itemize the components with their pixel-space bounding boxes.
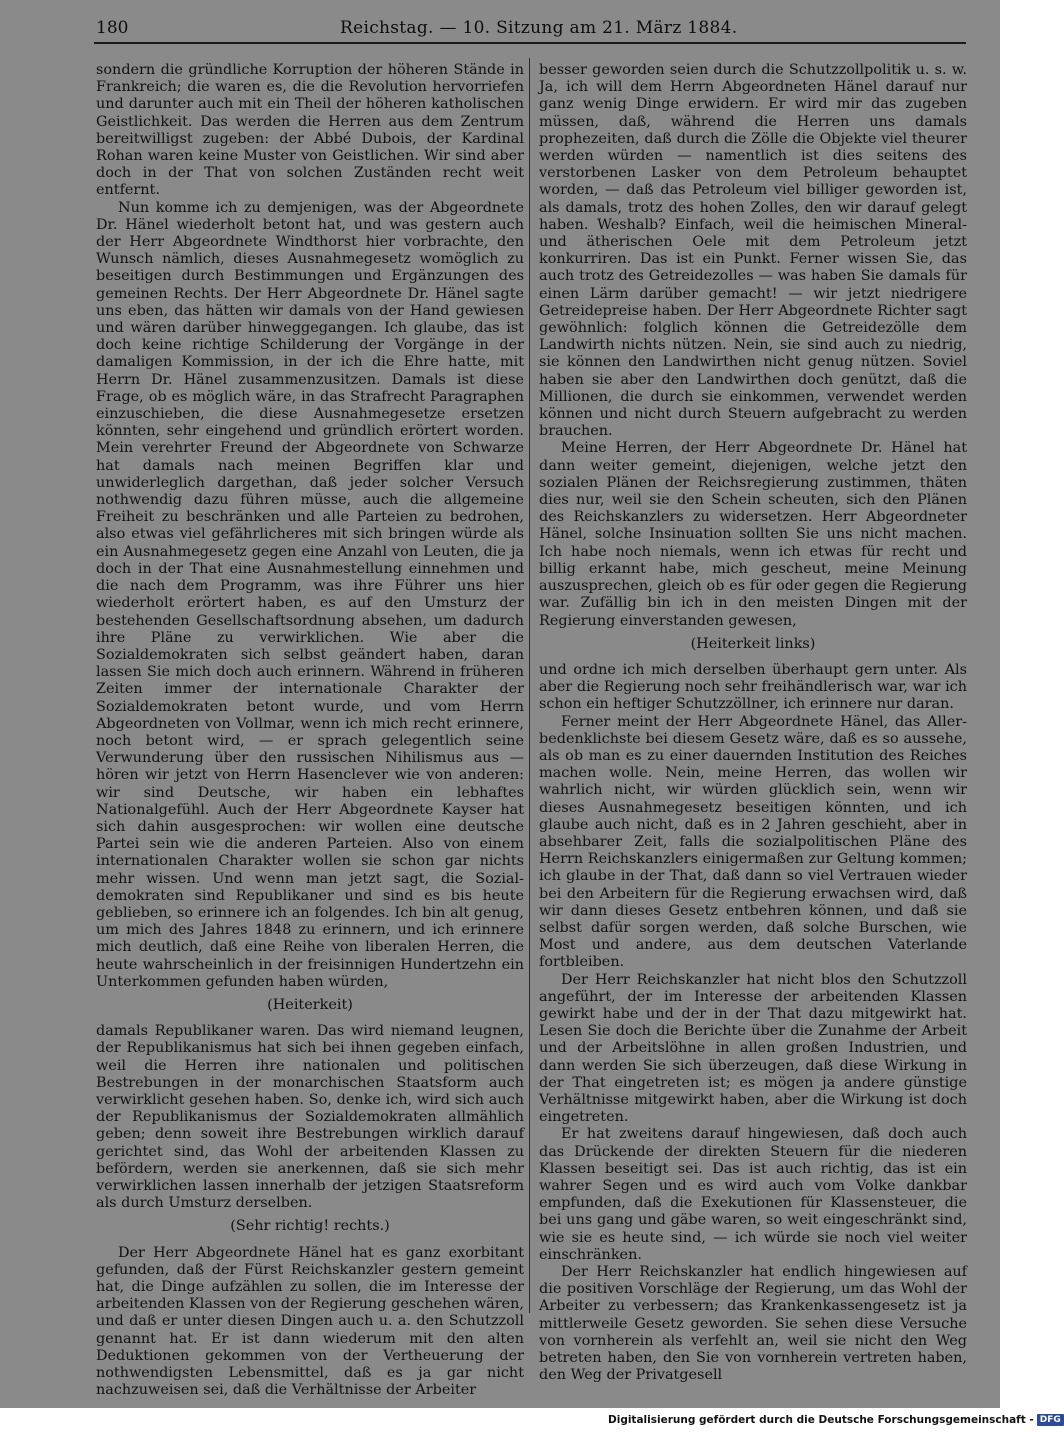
page-number: 180: [96, 18, 129, 38]
left-column: [96, 62, 524, 1399]
footer-credit-text: Digitalisierung gefördert durch die Deutsche Forschungsgemeinschaft -: [608, 1414, 1034, 1426]
dfg-logo: DFG: [1037, 1414, 1064, 1426]
running-title: Reichstag. — 10. Sitzung am 21. März 1884.: [340, 18, 738, 38]
footer-credit: [608, 1414, 1061, 1430]
paragraph: damals Republikaner waren. Das wird niemand leugnen, der Republikanismus hat sich bei ihnen gegeben einfach, weil die Herren ihre nationalen und politischen Bestrebungen in der monarchischen Staatsform auch verwirklicht gesehen haben. So, denke ich, wird sich auch der Republikanismus der Sozialdemokraten allmählich geben; denn soweit ihre Bestrebungen wirklich darauf gerichtet sind, das Wohl der arbeitenden Klassen zu befördern, werden sie anerkennen, daß sie sich mehr verwirklichen lassen innerhalb der jetzigen Staatsreform als durch Umsturz derselben.: [96, 1023, 524, 1212]
column-divider: [529, 58, 530, 1313]
paragraph: Nun komme ich zu demjenigen, was der Abgeordnete Dr. Hänel wiederholt betont hat, und was gestern auch der Herr Abgeordnete Windthorst hier vorbrachte, den Wunsch nämlich, dieses Ausnahmegesetz womöglich zu beseitigen durch Bestimmungen und Ergänzungen des gemeinen Rechts. Der Herr Abgeordnete Dr. Hänel sagte uns eben, das hätten wir damals von der Hand gewiesen und wären darüber hinweggegangen. Ich glaube, das ist doch keine richtige Schilderung der Vorgänge in der damaligen Kommission, in der ich die Ehre hatte, mit Herrn Dr. Hänel zusammenzusitzen. Damals ist diese Frage, ob es möglich wäre, in das Strafrecht Paragraphen einzuschieben, die diese Ausnahmegesetze ersetzen könnten, sehr eingehend und gründlich erörtert worden. Mein verehrter Freund der Abgeordnete von Schwarze hat damals nach meinen Begriffen klar und unwiderleglich dargethan, daß jeder solcher Versuch nothwendig dazu führen müsse, auch die allgemeine Freiheit zu beschränken und alle Parteien zu bedrohen, also etwas viel gefährlicheres mit sich bringen würde als ein Ausnahmegesetz gegen eine Anzahl von Leuten, die ja doch in der That eine Ausnahmestellung einnehmen und die nach dem Programm, was ihre Führer uns hier wiederholt erörtert haben, es auf den Umsturz der bestehenden Gesellschaftsordnung absehen, um dadurch ihre Pläne zu verwirklichen. Wie aber die Sozialdemokraten sich selbst geändert haben, daran lassen Sie mich doch auch erinnern. Während in früheren Zeiten immer der internationale Charakter der Sozialdemokraten betont wurde, und vom Herrn Abgeordneten von Vollmar, wenn ich mich recht erinnere, noch betont wird, — er sprach gelegentlich seine Verwunderung über den russischen Nihilismus aus — hören wir jetzt von Herrn Hasenclever wie von anderen: wir sind Deutsche, wir haben ein lebhaftes Nationalgefühl. Auch der Herr Abgeordnete Kayser hat sich dahin ausgesprochen: wir wollen eine deutsche Partei sein wie die anderen Parteien. Also von einem internationalen Charakter wollen sie schon gar nichts mehr wissen. Und wenn man jetzt sagt, die Sozialdemokraten sind Republikaner und sind es bis heute geblieben, so erinnere ich an folgendes. Ich bin alt genug, um mich des Jahres 1848 zu erinnern, und ich erinnere mich deutlich, daß eine Reihe von liberalen Herren, die heute wahrscheinlich in der freisinnigen Hundertzehn ein Unterkommen gefunden haben würden,: [96, 199, 524, 990]
paragraph: besser geworden seien durch die Schutzzollpolitik u. s. w. Ja, ich will dem Herrn Abgeordneten Hänel darauf nur ganz wenig Dinge erwidern. Er wird mir das zugeben müssen, daß, während die Herren uns damals prophezeiten, daß durch die Zölle die Objekte viel theurer werden würden — namentlich ist dies seitens des verstorbenen Lasker von dem Petroleum behauptet worden, — daß das Petroleum viel billiger geworden ist, als damals, trotz des hohen Zolles, den wir darauf gelegt haben. Weshalb? Einfach, weil die heimischen Mineral- und ätherischen Oele mit dem Petroleum jetzt konkurriren. Das ist ein Punkt. Ferner wissen Sie, das auch trotz des Getreidezolles — was haben Sie damals für einen Lärm darüber gemacht! — wir jetzt niedrigere Getreidepreise haben. Der Herr Abgeordnete Richter sagt gewöhnlich: folglich können die Getreidezölle dem Landwirth nichts nützen. Nein, sie sind auch zu niedrig, sie können den Landwirthen nicht genug nützen. Soviel haben sie aber den Landwirthen doch genützt, daß die Millionen, die durch sie einkommen, verwendet werden können und nicht durch Steuern aufgebracht zu werden brauchen.: [539, 62, 967, 440]
interjection: (Sehr richtig! rechts.): [230, 1218, 390, 1235]
header-rule: [94, 42, 966, 44]
paragraph: Er hat zweitens darauf hingewiesen, daß doch auch das Drückende der direkten Steuern für die niederen Klassen beseitigt sei. Das ist auch richtig, das ist ein wahrer Segen und es wird auch vom Volke dankbar empfunden, daß die Exekutionen für Klassensteuer, die bei uns gang und gäbe waren, so weit eingeschränkt sind, wie sie es heute sind, — ich würde sie noch viel weiter einschränken.: [539, 1126, 967, 1263]
paragraph: und ordne ich mich derselben überhaupt gern unter. Als aber die Regierung noch sehr freihändlerisch war, war ich schon ein heftiger Schutzzöllner, ich erinnere nur daran.: [539, 661, 967, 713]
paragraph: Der Herr Reichskanzler hat endlich hingewiesen auf die positiven Vorschläge der Regierung, um das Wohl der Arbeiter zu verbessern; das Krankenkassengesetz ist ja mittlerweile Gesetz geworden. Sie sehen diese Versuche von vornherein als verfehlt an, weil sie nicht den Weg betreten haben, den Sie von vornherein vertreten haben, den Weg der Privatgesell: [539, 1264, 967, 1384]
interjection: (Heiterkeit): [267, 996, 353, 1013]
interjection: (Heiterkeit links): [690, 635, 816, 652]
paragraph: Der Herr Reichskanzler hat nicht blos den Schutzzoll angeführt, der im Interesse der arbeitenden Klassen gewirkt habe und der in der That dazu mitgewirkt hat. Lesen Sie doch die Berichte über die Zunahme der Arbeit und der Arbeitslöhne in allen großen Industrien, und dann werden Sie sich überzeugen, daß diese Wirkung in der That eingetreten ist; es mögen ja andere günstige Verhältnisse mitgewirkt haben, aber die Wirkung ist doch eingetreten.: [539, 971, 967, 1126]
paragraph: Ferner meint der Herr Abgeordnete Hänel, das Allerbedenklichste bei diesem Gesetz wäre, daß es so aussehe, als ob man es zu einer dauernden Institution des Reiches machen wolle. Nein, meine Herren, das wollen wir wahrlich nicht, wir würden glücklich sein, wenn wir dieses Ausnahmegesetz beseitigen könnten, und ich glaube auch nicht, daß es in 2 Jahren geschieht, aber in absehbarer Zeit, falls die sozialpolitischen Pläne des Herrn Reichskanzlers einigermaßen zur Geltung kommen; ich glaube in der That, daß dann so viel Vertrauen wieder bei den Arbeitern für die Regierung erwachsen wird, daß wir dann dieses Gesetz entbehren können, und daß sie selbst dafür sorgen werden, daß solche Burschen, wie Most und andere, aus dem deutschen Vaterlande fortbleiben.: [539, 713, 967, 971]
page-header: [96, 14, 962, 42]
paragraph: Meine Herren, der Herr Abgeordnete Dr. Hänel hat dann weiter gemeint, diejenigen, welche jetzt den sozialen Plänen der Reichsregierung zustimmen, thäten dies nur, weil sie den Schein scheuten, sich den Plänen des Reichskanzlers zu widersetzen. Herr Abgeordneter Hänel, solche Insinuation sollten Sie uns nicht machen. Ich habe noch niemals, wenn ich etwas für recht und billig erkannt habe, mich gescheut, meine Meinung auszusprechen, gleich ob es für oder gegen die Regierung war. Zufällig bin ich in den meisten Dingen mit der Regierung einverstanden gewesen,: [539, 440, 967, 629]
paragraph: sondern die gründliche Korruption der höheren Stände in Frankreich; die waren es, die die Revolution hervorriefen und darunter auch mit ein Theil der höheren katholischen Geistlichkeit. Das werden die Herren aus dem Zentrum bereitwilligst zugeben: der Abbé Dubois, der Kardinal Rohan waren keine Muster von Geistlichen. Wir sind aber doch in der That von solchen Zuständen recht weit entfernt.: [96, 62, 524, 199]
paragraph: Der Herr Abgeordnete Hänel hat es ganz exorbitant gefunden, daß der Fürst Reichskanzler gestern gemeint hat, die Dinge aufzählen zu sollen, die im Interesse der arbeitenden Klassen von der Regierung geschehen wären, und daß er unter diesen Dingen auch u. a. den Schutzzoll genannt hat. Er ist dann wiederum mit den alten Deduktionen gekommen von der Vertheuerung der nothwendigsten Lebensmittel, daß es ja gar nicht nachzuweisen sei, daß die Verhältnisse der Arbeiter: [96, 1244, 524, 1399]
right-column: [539, 62, 967, 1384]
